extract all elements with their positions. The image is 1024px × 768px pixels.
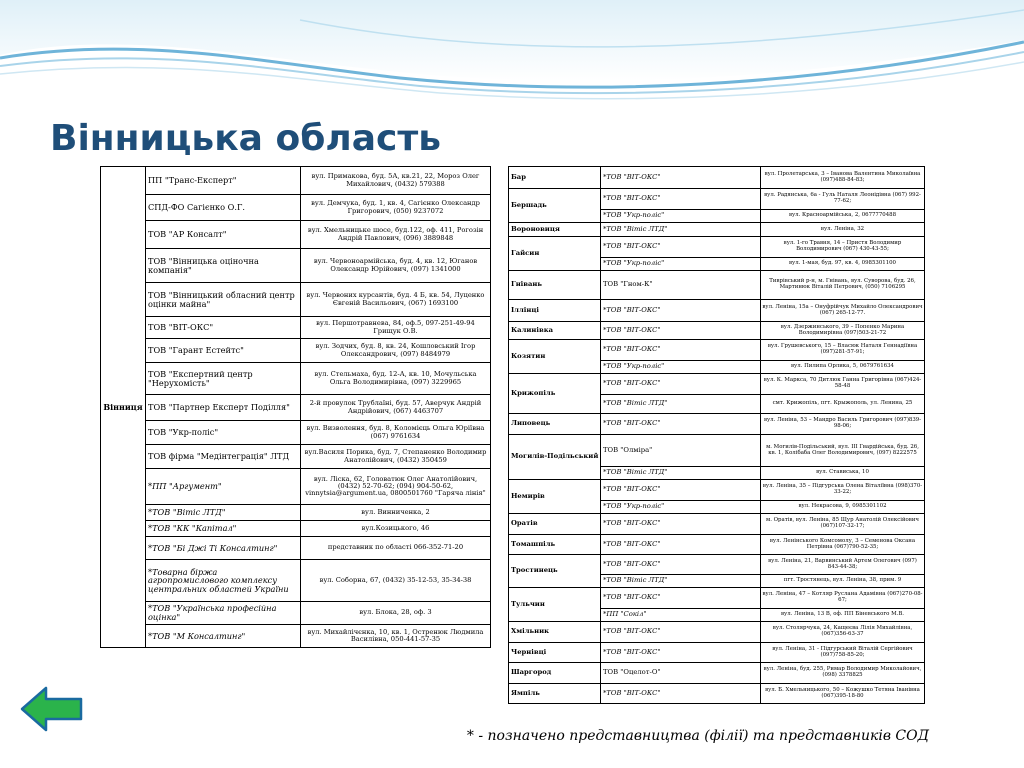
- organization-cell: ТОВ "ВІТ-ОКС": [146, 317, 301, 339]
- organization-cell: *ТОВ "ВІТ-ОКС": [601, 480, 761, 501]
- back-arrow-button[interactable]: [20, 685, 84, 733]
- organization-cell: ТОВ "Укр-поліс": [146, 421, 301, 445]
- table-row: [509, 322, 925, 340]
- table-row: [509, 374, 925, 395]
- organization-cell: *ТОВ "КК "Капітал": [146, 521, 301, 537]
- organization-cell: ТОВ "АР Консалт": [146, 221, 301, 249]
- city-cell: Бар: [509, 167, 601, 189]
- table-row: [101, 317, 491, 339]
- address-cell: пгт. Тростянець, вул. Леніна, 38, прим. 9: [761, 575, 925, 588]
- table-row: [101, 395, 491, 421]
- organization-cell: ПП "Транс-Експерт": [146, 167, 301, 195]
- organization-cell: ТОВ "Партнер Експерт Поділля": [146, 395, 301, 421]
- address-cell: вул. Блока, 28, оф. 3: [301, 602, 491, 625]
- address-cell: вул. Леніна, 21, Варвинський Артем Олегович (097) 843-44-38;: [761, 555, 925, 575]
- organization-cell: *ТОВ "ВІТ-ОКС": [601, 535, 761, 555]
- table-row: [101, 363, 491, 395]
- city-cell: Крижопіль: [509, 374, 601, 414]
- organization-cell: *ТОВ "ВІТ-ОКС": [601, 340, 761, 361]
- address-cell: вул. Пролетарська, 3 – Іванова Валентина Миколаївна (097)488-84-83;: [761, 167, 925, 189]
- city-cell: Калинівка: [509, 322, 601, 340]
- table-row: [509, 555, 925, 575]
- organization-cell: *ТОВ "Укр-поліс": [601, 210, 761, 223]
- organization-cell: *ТОВ "М Консалтинг": [146, 625, 301, 648]
- organization-cell: *ТОВ "ВІТ-ОКС": [601, 643, 761, 663]
- table-row: [101, 602, 491, 625]
- city-cell: Чернівці: [509, 643, 601, 663]
- organization-cell: *ТОВ "ВІТ-ОКС": [601, 237, 761, 258]
- address-cell: вул. Винниченка, 2: [301, 505, 491, 521]
- organization-cell: *ТОВ "Вітіс ЛТД": [601, 467, 761, 480]
- address-cell: вул. К. Маркса, 70 Дитлюк Ганна Григорівна (067)424-58-48: [761, 374, 925, 395]
- address-cell: вул. Некрасова, 9, 0985301102: [761, 501, 925, 514]
- organization-cell: *ТОВ "ВІТ-ОКС": [601, 374, 761, 395]
- address-cell: вул. Михайлічєнка, 10, кв. 1, Остренюк Людмила Василівна, 050-441-57-35: [301, 625, 491, 648]
- address-cell: вул. Леніна, 35 – Підгурська Олена Віталіївна (098)370-33-22;: [761, 480, 925, 501]
- organization-cell: *ПП "Сокіл": [601, 609, 761, 622]
- city-cell: Козятин: [509, 340, 601, 374]
- table-row: [509, 663, 925, 684]
- address-cell: вул. Леніна, 31 - Підгурський Віталій Сергійович (097)758-85-20;: [761, 643, 925, 663]
- organization-cell: *ТОВ "Укр-поліс": [601, 361, 761, 374]
- address-cell: вул. Демчука, буд. 1, кв. 4, Сагієнко Олександр Григорович, (050) 9237072: [301, 195, 491, 221]
- table-row: [509, 189, 925, 210]
- organization-cell: ТОВ "Олміра": [601, 435, 761, 467]
- table-row: [101, 505, 491, 521]
- address-cell: вул.Василя Порика, буд. 7, Степаненко Володимир Анатолійович, (0432) 350459: [301, 445, 491, 469]
- organization-cell: *ТОВ "Вітіс ЛТД": [601, 395, 761, 414]
- address-cell: Тиврівський р-н, м. Гнівань, вул. Суворова, буд. 26, Мартинюк Віталій Петрович, (050) 7106295: [761, 271, 925, 300]
- city-cell: Хмільник: [509, 622, 601, 643]
- city-cell: Тульчин: [509, 588, 601, 622]
- table-row: [101, 421, 491, 445]
- table-row: [509, 340, 925, 361]
- address-cell: м. Оратів, вул. Леніна, 85 Щур Анатолій Олексійович (067)107-32-17;: [761, 514, 925, 535]
- region-towns-table: [508, 166, 925, 704]
- address-cell: вул. Красноармійська, 2, 0677770488: [761, 210, 925, 223]
- organization-cell: *ТОВ "ВІТ-ОКС": [601, 167, 761, 189]
- table-row: [509, 535, 925, 555]
- organization-cell: *ТОВ "Вітіс ЛТД": [146, 505, 301, 521]
- table-row: [509, 480, 925, 501]
- city-cell: Вінниця: [101, 167, 146, 648]
- organization-cell: *ТОВ "Українська професійна оцінка": [146, 602, 301, 625]
- organization-cell: ТОВ "Вінницький обласний центр оцінки майна": [146, 283, 301, 317]
- page-title: Вінницька область: [50, 118, 441, 159]
- address-cell: вул. Леніна, 47 – Котляр Руслана Адамівна (067)270-08-67;: [761, 588, 925, 609]
- address-cell: смт. Крижопіль, пгт. Крыжополь, ул. Ленина, 25: [761, 395, 925, 414]
- address-cell: вул. Столярчука, 24, Кащеєва Лілія Михайлівна, (067)356-63-37: [761, 622, 925, 643]
- address-cell: вул. Ленінського Комсомолу, 3 – Семенова Оксана Петрівна (067)790-52-35;: [761, 535, 925, 555]
- table-row: [509, 622, 925, 643]
- back-arrow-icon: [22, 688, 81, 730]
- address-cell: вул. Грушевського, 15 – Власюк Наталя Геннадіївна (097)281-57-91;: [761, 340, 925, 361]
- address-cell: представник по області 066-352-71-20: [301, 537, 491, 560]
- address-cell: вул. Примакова, буд. 5А, кв.21, 22, Мороз Олег Михайлович, (0432) 579388: [301, 167, 491, 195]
- address-cell: вул. Ліска, 62, Головатюк Олег Анатолійович, (0432) 52-70-62; (094) 904-50-62, vinnytsia@argument.ua, 0800501760 "Гаряча лінія": [301, 469, 491, 505]
- organization-cell: ТОВ "Експертний центр "Нерухомість": [146, 363, 301, 395]
- organization-cell: ТОВ "Оцелот-О": [601, 663, 761, 684]
- address-cell: вул. 1-мая, буд. 97, кв. 4, 0985301100: [761, 258, 925, 271]
- organization-cell: СПД-ФО Сагієнко О.Г.: [146, 195, 301, 221]
- address-cell: вул. Хмельницьке шосе, буд.122, оф. 411, Рогозін Андрій Павлович, (096) 3889848: [301, 221, 491, 249]
- table-row: [509, 643, 925, 663]
- address-cell: вул. Червоноармійська, буд. 4, кв. 12, Юганов Олександр Юрійович, (097) 1341000: [301, 249, 491, 283]
- organization-cell: *ТОВ "ВІТ-ОКС": [601, 189, 761, 210]
- address-cell: вул. Пилипа Орлика, 5, 0679761634: [761, 361, 925, 374]
- organization-cell: *ТОВ "Вітіс ЛТД": [601, 223, 761, 237]
- organization-cell: ТОВ "Гном-К": [601, 271, 761, 300]
- organization-cell: *ТОВ "ВІТ-ОКС": [601, 322, 761, 340]
- address-cell: вул. Червоних курсантів, буд. 4 Б, кв. 54, Луценко Євгеній Васильович, (067) 1693100: [301, 283, 491, 317]
- table-row: [509, 435, 925, 467]
- organization-cell: *ТОВ "ВІТ-ОКС": [601, 684, 761, 704]
- city-cell: Оратів: [509, 514, 601, 535]
- organization-cell: *ТОВ "ВІТ-ОКС": [601, 300, 761, 322]
- table-row: [101, 195, 491, 221]
- address-cell: вул. Леніна, 15а – Онуфрійчук Михайло Олександрович (067) 265-12-77.: [761, 300, 925, 322]
- address-cell: вул. 1-го Травня, 14 – Пристя Володимир Володимирович (067) 430-43-55;: [761, 237, 925, 258]
- city-cell: Томашпіль: [509, 535, 601, 555]
- address-cell: вул.Козицького, 46: [301, 521, 491, 537]
- table-row: [101, 339, 491, 363]
- table-row: [101, 560, 491, 602]
- city-cell: Бершадь: [509, 189, 601, 223]
- table-row: [101, 521, 491, 537]
- organization-cell: ТОВ фірма "Медінтеграція" ЛТД: [146, 445, 301, 469]
- top-wave-decoration: [0, 0, 1024, 120]
- city-cell: Іллінці: [509, 300, 601, 322]
- address-cell: м. Могилів-Подільський, вул. ІІІ Гвардійська, буд. 26, кв. 1, Колібаба Олег Володимирович, (097) 8222575: [761, 435, 925, 467]
- city-cell: Вороновиця: [509, 223, 601, 237]
- table-row: [101, 221, 491, 249]
- city-cell: Тростинець: [509, 555, 601, 588]
- table-row: [509, 271, 925, 300]
- city-cell: Шаргород: [509, 663, 601, 684]
- organization-cell: *Товарна біржа агропромислового комплексу центральних областей України: [146, 560, 301, 602]
- organization-cell: ТОВ "Гарант Естейтс": [146, 339, 301, 363]
- table-row: [509, 223, 925, 237]
- table-row: [101, 537, 491, 560]
- organization-cell: *ТОВ "ВІТ-ОКС": [601, 555, 761, 575]
- address-cell: вул. Стельмаха, буд. 12-А, кв. 10, Мочульська Ольга Володимирівна, (097) 3229965: [301, 363, 491, 395]
- organization-cell: *ТОВ "ВІТ-ОКС": [601, 622, 761, 643]
- organization-cell: *ТОВ "Укр-поліс": [601, 258, 761, 271]
- table-row: [509, 684, 925, 704]
- organization-cell: ТОВ "Вінницька оціночна компанія": [146, 249, 301, 283]
- address-cell: вул. Визволення, буд. 8, Коломієць Ольга Юріївна (067) 9761634: [301, 421, 491, 445]
- organization-cell: *ТОВ "Вітіс ЛТД": [601, 575, 761, 588]
- table-row: [101, 283, 491, 317]
- organization-cell: *ПП "Аргумент": [146, 469, 301, 505]
- address-cell: вул. Леніна, 32: [761, 223, 925, 237]
- address-cell: вул. Б. Хмельницького, 50 – Кожушко Тетяна Іванівна (067)395-18-80: [761, 684, 925, 704]
- city-cell: Гайсин: [509, 237, 601, 271]
- city-cell: Гнівань: [509, 271, 601, 300]
- table-row: [509, 167, 925, 189]
- table-row: [101, 445, 491, 469]
- organization-cell: *ТОВ "ВІТ-ОКС": [601, 414, 761, 435]
- table-row: [509, 300, 925, 322]
- organization-cell: *ТОВ "ВІТ-ОКС": [601, 588, 761, 609]
- table-row: [101, 469, 491, 505]
- table-row: [101, 625, 491, 648]
- address-cell: вул. Радянська, 6а - Гуль Наталя Леонідівна (067) 992-77-62;: [761, 189, 925, 210]
- footnote: * - позначено представництва (філії) та представників СОД: [466, 728, 929, 744]
- city-cell: Ямпіль: [509, 684, 601, 704]
- organization-cell: *ТОВ "Бі Джі Ті Консалтинг": [146, 537, 301, 560]
- city-cell: Немирів: [509, 480, 601, 514]
- city-cell: Могилів-Подільський: [509, 435, 601, 480]
- address-cell: вул. Стависька, 10: [761, 467, 925, 480]
- address-cell: вул. Леніна, 53 – Мандро Василь Григорович (097)839-98-06;: [761, 414, 925, 435]
- address-cell: вул. Зодчих, буд. 8, кв. 24, Кошловський Ігор Олександрович, (097) 8484979: [301, 339, 491, 363]
- organization-cell: *ТОВ "ВІТ-ОКС": [601, 514, 761, 535]
- city-cell: Липовець: [509, 414, 601, 435]
- table-row: [509, 588, 925, 609]
- organization-cell: *ТОВ "Укр-поліс": [601, 501, 761, 514]
- address-cell: 2-й провулок Трублаїні, буд. 57, Аверчук Андрій Андрійович, (067) 4463707: [301, 395, 491, 421]
- table-row: [509, 237, 925, 258]
- table-row: [509, 414, 925, 435]
- address-cell: вул. Першотравнева, 84, оф.5, 097-251-49-94 Грищук О.В.: [301, 317, 491, 339]
- address-cell: вул. Леніна, 13 В, оф. ПП Біневського М.В.: [761, 609, 925, 622]
- table-row: [101, 249, 491, 283]
- address-cell: вул. Дзержинського, 39 – Попенко Марина Володимирівна (097)503-21-72: [761, 322, 925, 340]
- table-row: [509, 514, 925, 535]
- table-row: [101, 167, 491, 195]
- address-cell: вул. Леніна, буд. 255, Римар Володимир Миколайович, (098) 3378825: [761, 663, 925, 684]
- vinnytsia-table: [100, 166, 491, 648]
- address-cell: вул. Соборна, 67, (0432) 35-12-53, 35-34-38: [301, 560, 491, 602]
